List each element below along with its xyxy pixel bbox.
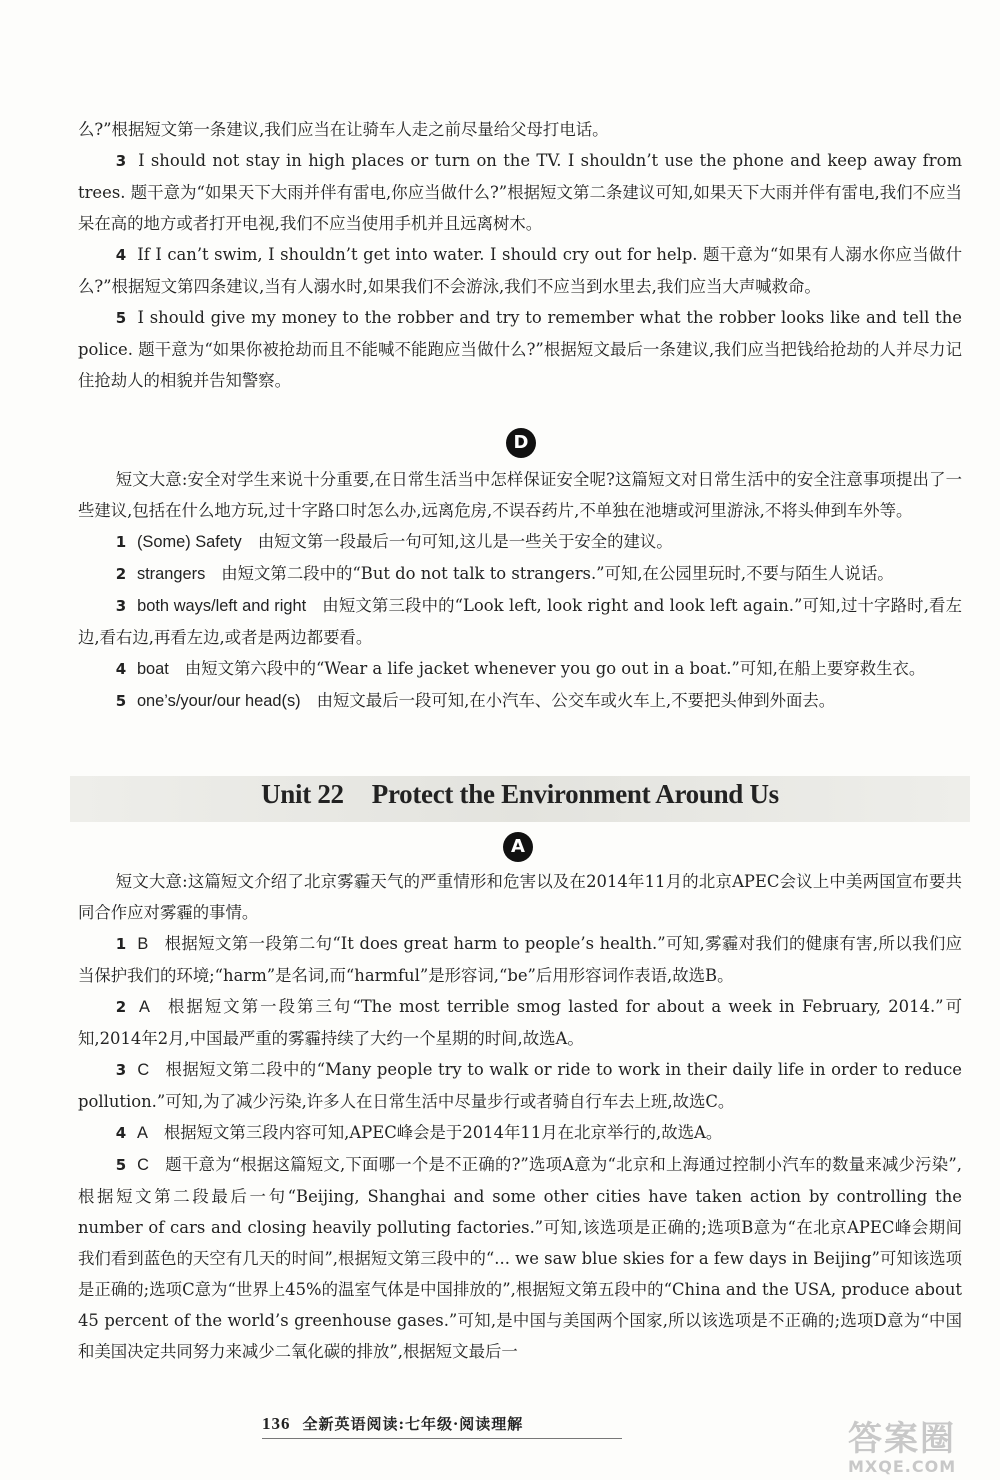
section-a-item-1 xyxy=(78,928,962,991)
item-text: 由短文第一段最后一句可知,这儿是一些关于安全的建议。 xyxy=(257,532,673,551)
section-a xyxy=(78,866,962,1367)
item-number: 1 xyxy=(115,533,127,551)
item-answer: B xyxy=(137,935,149,953)
item-answer: both ways/left and right xyxy=(137,597,307,615)
section-d-item-5 xyxy=(78,685,962,717)
section-d xyxy=(78,464,962,717)
footer-rule xyxy=(262,1438,622,1439)
section-d-item-3 xyxy=(78,590,962,653)
item-answer: one’s/your/our head(s) xyxy=(136,692,301,710)
book-title: 全新英语阅读:七年级·阅读理解 xyxy=(302,1415,524,1433)
item-number: 2 xyxy=(115,565,127,583)
item-number: 5 xyxy=(115,692,127,710)
item-text: 由短文第六段中的“Wear a life jacket whenever you go out in a boat.”可知,在船上要穿救生衣。 xyxy=(184,659,926,678)
section-d-item-1 xyxy=(78,526,962,558)
item-text: 题干意为“根据这篇短文,下面哪一个是不正确的?”选项A意为“北京和上海通过控制小汽车的数量来减少污染”,根据短文第二段最后一句“Beijing, Shanghai and some other cities have taken action by controlling the number of cars and closing heavily polluting factories.”可知,该选项是正确的;选项B意为“在北京APEC峰会期间我们看到蓝色的天空有几天的时间”,根据短文第三段中的“... we saw blue skies for a few days in Beijing”可知该选项是正确的;选项C意为“世界上45%的温室气体是中国排放的”,根据短文第五段中的“China and the USA, produce about 45 percent of the world’s greenhouse gases.”可知,是中国与美国两个国家,所以该选项是不正确的;选项D意为“中国和美国决定共同努力来减少二氧化碳的排放”,根据短文最后一 xyxy=(78,1155,962,1361)
section-a-item-2 xyxy=(78,991,962,1054)
item-text: I should not stay in high places or turn on the TV. I shouldn’t use the phone and keep away from trees. 题干意为“如果天下大雨并伴有雷电,你应当做什么?”根据短文第二条建议可知,如果天下大雨并伴有雷电,我们不应当呆在高的地方或者打开电视,我们不应当使用手机并且远离树木。 xyxy=(78,151,962,233)
section-a-item-3 xyxy=(78,1054,962,1117)
item-text: 根据短文第三段内容可知,APEC峰会是于2014年11月在北京举行的,故选A。 xyxy=(163,1123,723,1142)
watermark-logo xyxy=(848,1420,988,1480)
item-text: 由短文最后一段可知,在小汽车、公交车或火车上,不要把头伸到外面去。 xyxy=(316,691,836,710)
item-answer: boat xyxy=(136,660,169,678)
item-text: 根据短文第一段第三句“The most terrible smog lasted for about a week in February, 2014.”可知,2014年2月,中国最严重的雾霾持续了大约一个星期的时间,故选A。 xyxy=(78,997,962,1048)
item-text: 根据短文第一段第二句“It does great harm to people’s health.”可知,雾霾对我们的健康有害,所以我们应当保护我们的环境;“harm”是名词,而“harmful”是形容词,“be”后用形容词作表语,故选B。 xyxy=(78,934,962,985)
item-number: 1 xyxy=(115,935,127,953)
section-d-summary: 短文大意:安全对学生来说十分重要,在日常生活当中怎样保证安全呢?这篇短文对日常生活中的安全注意事项提出了一些建议,包括在什么地方玩,过十字路口时怎么办,远离危房,不误吞药片,不单独在池塘或河里游泳,不将头伸到车外等。 xyxy=(78,470,962,520)
item-answer: C xyxy=(137,1156,149,1174)
item-text: 由短文第三段中的“Look left, look right and look left again.”可知,过十字路时,看左边,看右边,再看左边,或者是两边都要看。 xyxy=(78,596,962,647)
unit-heading xyxy=(78,779,962,810)
watermark-line1: 答案圈 xyxy=(848,1419,956,1459)
item-text: If I can’t swim, I shouldn’t get into water. I should cry out for help. 题干意为“如果有人溺水你应当做什么?”根据短文第四条建议,当有人溺水时,如果我们不会游泳,我们不应当到水里去,我们应当大声喊救命。 xyxy=(78,245,962,296)
item-number: 3 xyxy=(115,152,127,170)
item-number: 4 xyxy=(115,660,127,678)
section-c-item-3 xyxy=(78,145,962,239)
item-number: 5 xyxy=(115,1156,127,1174)
unit-number: Unit 22 xyxy=(261,779,344,809)
item-answer: strangers xyxy=(136,565,206,583)
item-number: 4 xyxy=(115,1124,127,1142)
section-c-continued xyxy=(78,114,962,396)
item-number: 5 xyxy=(115,309,127,327)
section-c-item-4 xyxy=(78,239,962,302)
watermark-line2: MXQE.COM xyxy=(848,1457,957,1476)
item-answer: A xyxy=(138,998,150,1016)
section-c-item-5 xyxy=(78,302,962,396)
section-a-summary: 短文大意:这篇短文介绍了北京雾霾天气的严重情形和危害以及在2014年11月的北京APEC会议上中美两国宣布要共同合作应对雾霾的事情。 xyxy=(78,872,962,922)
section-a-item-4 xyxy=(78,1117,962,1149)
item-answer: (Some) Safety xyxy=(136,533,242,551)
section-d-item-4 xyxy=(78,653,962,685)
page-number: 136 xyxy=(262,1414,291,1433)
item-number: 2 xyxy=(115,998,127,1016)
item-text: I should give my money to the robber and try to remember what the robber looks like and tell the police. 题干意为“如果你被抢劫而且不能喊不能跑应当做什么?”根据短文最后一条建议,我们应当把钱给抢劫的人并尽力记住抢劫人的相貌并告知警察。 xyxy=(78,308,962,390)
section-a-badge: A xyxy=(503,832,533,862)
item-text: 根据短文第二段中的“Many people try to walk or ride to work in their daily life in order to reduce pollution.”可知,为了减少污染,许多人在日常生活中尽量步行或者骑自行车去上班,故选C。 xyxy=(78,1060,963,1111)
section-d-item-2 xyxy=(78,558,962,590)
section-a-item-5 xyxy=(78,1149,962,1367)
item-answer: A xyxy=(136,1124,148,1142)
section-d-badge: D xyxy=(506,428,536,458)
page-footer xyxy=(262,1413,702,1439)
item-number: 4 xyxy=(115,246,127,264)
item-text: 由短文第二段中的“But do not talk to strangers.”可知,在公园里玩时,不要与陌生人说话。 xyxy=(221,564,894,583)
unit-title: Protect the Environment Around Us xyxy=(371,779,779,809)
item-answer: C xyxy=(137,1061,150,1079)
item-number: 3 xyxy=(115,597,127,615)
item-number: 3 xyxy=(115,1061,127,1079)
section-c-intro-tail: 么?”根据短文第一条建议,我们应当在让骑车人走之前尽量给父母打电话。 xyxy=(78,120,609,139)
